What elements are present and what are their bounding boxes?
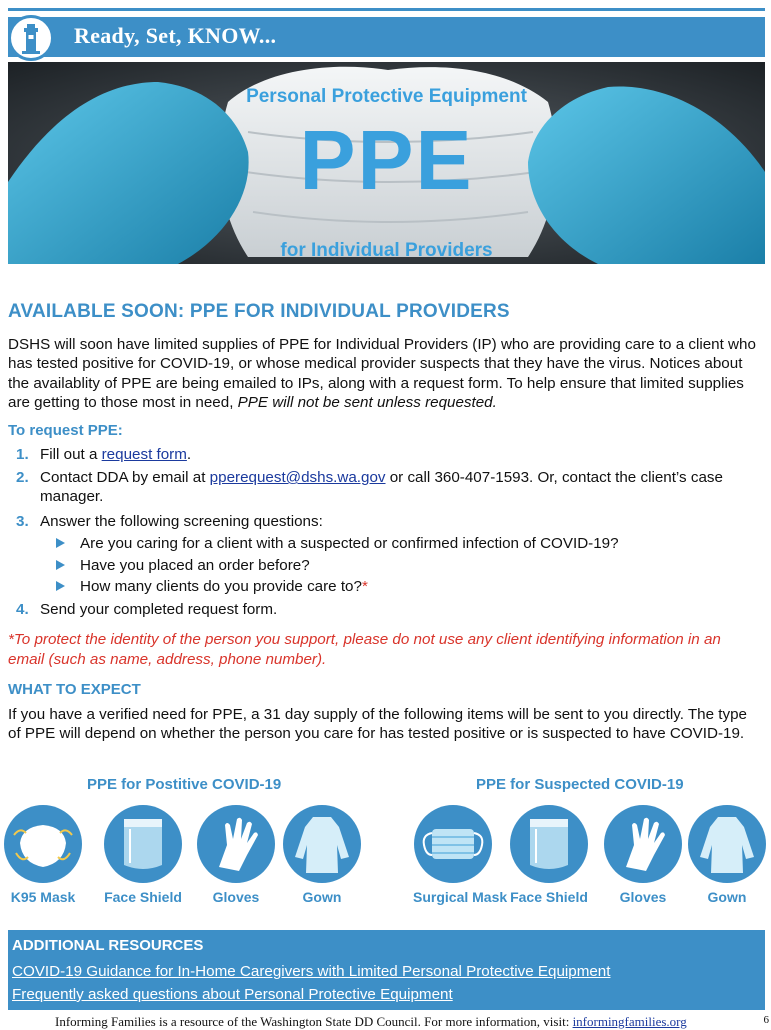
ppe-item-gloves <box>196 805 276 905</box>
intro-text: DSHS will soon have limited supplies of PPE for Individual Providers (IP) who are providing care to a client who has tested positive for COVID-19, or whose medical provider suspects that they have the virus. Notices about the availablity of PPE are being emailed to IPs, along with a request form. To help ensure that limited supplies are getting to those most in need, <box>8 336 756 412</box>
hero-image <box>8 62 765 264</box>
hero-tagline: for Individual Providers <box>280 240 493 261</box>
ppe-label: Gloves <box>212 889 260 905</box>
resource-link-faq[interactable]: Frequently asked questions about Personal Protective Equipment <box>12 986 453 1003</box>
gloves-icon <box>197 805 275 883</box>
gown-icon <box>283 805 361 883</box>
ppe-item-gown <box>282 805 362 905</box>
ppe-item-face-shield <box>509 805 589 905</box>
ppe-label: Surgical Mask <box>413 889 508 905</box>
header-banner <box>8 17 765 57</box>
surgical-mask-icon <box>414 805 492 883</box>
k95-mask-icon <box>4 805 82 883</box>
privacy-note: *To protect the identity of the person you support, please do not use any client identifying information in an email (such as name, address, phone number). <box>8 631 721 668</box>
step-2 <box>16 468 756 512</box>
top-rule <box>8 8 765 11</box>
footer <box>55 1014 687 1030</box>
suspected-ppe-title: PPE for Suspected COVID-19 <box>476 776 684 793</box>
gloves-icon <box>604 805 682 883</box>
ppe-label: Gloves <box>619 889 667 905</box>
step-text: Fill out a <box>40 446 102 463</box>
email-link[interactable]: pperequest@dshs.wa.gov <box>209 469 386 486</box>
request-form-link[interactable]: request form <box>101 446 187 463</box>
ppe-label: K95 Mask <box>10 889 76 905</box>
resource-link-guidance[interactable]: COVID-19 Guidance for In-Home Caregivers with Limited Personal Protective Equipment <box>12 963 611 980</box>
step-text: Contact DDA by email at <box>40 469 210 486</box>
gown-icon <box>688 805 766 883</box>
ppe-label: Face Shield <box>510 889 588 905</box>
asterisk: * <box>361 578 368 595</box>
list-item: Are you caring for a client with a suspected or confirmed infection of COVID-19? <box>16 533 756 555</box>
step-number: 4. <box>16 600 29 618</box>
expect-paragraph: If you have a verified need for PPE, a 31 day supply of the following items will be sent to you directly. The type of PPE will depend on whether the person you care for has tested positive or is suspected to have COVID-19. <box>8 706 747 743</box>
resources-title: ADDITIONAL RESOURCES <box>12 937 204 954</box>
ppe-item-face-shield <box>103 805 183 905</box>
expect-heading: WHAT TO EXPECT <box>8 681 141 698</box>
footer-link[interactable]: informingfamilies.org <box>572 1014 687 1029</box>
ppe-item-surgical-mask <box>413 805 508 905</box>
list-item: How many clients do you provide care to?* <box>16 576 756 598</box>
lighthouse-logo-icon <box>8 15 54 61</box>
face-shield-icon <box>104 805 182 883</box>
ppe-label: Gown <box>302 889 342 905</box>
step-1 <box>16 445 756 468</box>
footer-text: Informing Families is a resource of the Washington State DD Council. For more information, visit: <box>55 1014 573 1029</box>
face-shield-icon <box>510 805 588 883</box>
ppe-item-gloves <box>603 805 683 905</box>
header-title: Ready, Set, KNOW... <box>74 23 277 48</box>
ppe-label: Face Shield <box>104 889 182 905</box>
ppe-label: Gown <box>707 889 747 905</box>
ppe-item-k95 <box>3 805 83 905</box>
step-4 <box>16 600 756 622</box>
step-text: Send your completed request form. <box>40 600 278 618</box>
bullet-triangle-icon <box>56 538 65 548</box>
step-number: 2. <box>16 469 29 486</box>
step-3 <box>16 512 756 533</box>
list-item: Have you placed an order before? <box>16 555 756 577</box>
ppe-item-gown <box>687 805 767 905</box>
intro-paragraph <box>8 335 758 413</box>
main-heading: AVAILABLE SOON: PPE FOR INDIVIDUAL PROVIDERS <box>8 301 510 322</box>
step-text: or call 360-407-1593. Or, contact the client’s case manager. <box>40 469 723 505</box>
screening-questions <box>16 533 756 598</box>
hero-subtitle: Personal Protective Equipment <box>246 86 527 107</box>
bullet-triangle-icon <box>56 560 65 570</box>
intro-emphasis: PPE will not be sent unless requested. <box>237 394 497 412</box>
additional-resources <box>8 930 765 1010</box>
request-steps <box>16 445 756 622</box>
positive-ppe-title: PPE for Postitive COVID-19 <box>87 776 282 793</box>
page-number: 6 <box>763 1014 769 1026</box>
step-number: 1. <box>16 446 29 463</box>
step-number: 3. <box>16 513 29 530</box>
step-text: . <box>186 446 192 463</box>
hero-title: PPE <box>299 113 474 207</box>
bullet-triangle-icon <box>56 581 65 591</box>
request-heading: To request PPE: <box>8 422 123 439</box>
step-text: Answer the following screening questions: <box>40 513 323 530</box>
